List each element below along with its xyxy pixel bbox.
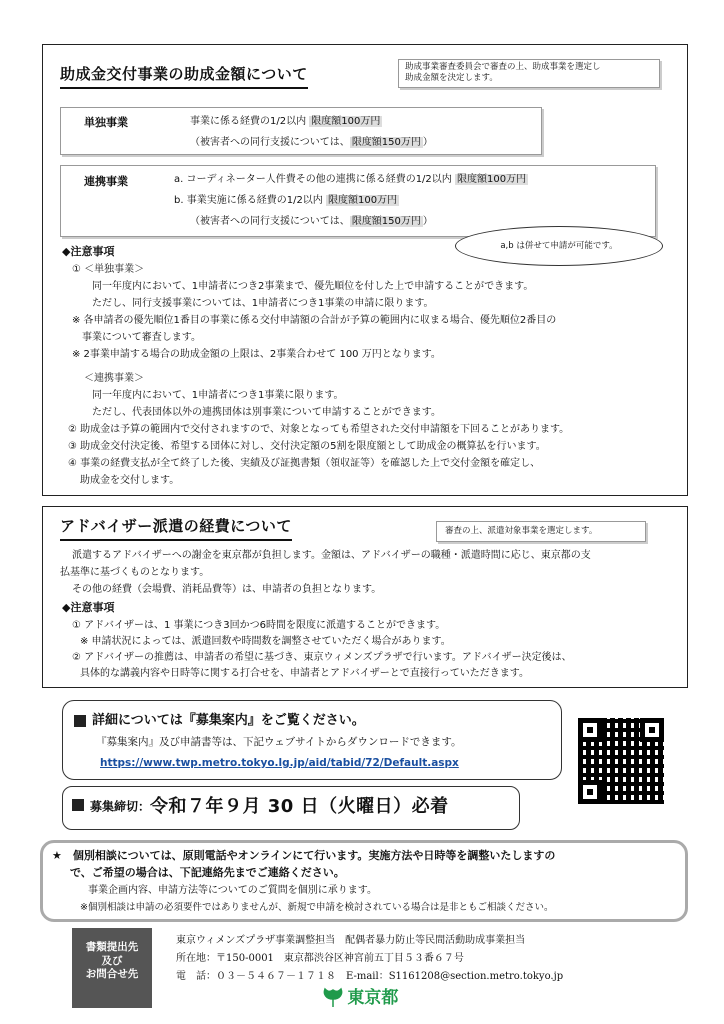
deadline-date: 令和７年９月 30 日（火曜日）必着 [150, 796, 449, 817]
consult-line2: で、ご希望の場合は、下記連絡先までご連絡ください。 [70, 866, 345, 879]
caution-line: 同一年度内において、1申請者につき1事業に限ります。 [92, 390, 344, 401]
contact-label-box: 書類提出先 及び お問合せ先 [72, 928, 152, 1008]
contact-line2: 所在地：〒150-0001 東京都渋谷区神宮前五丁目５３番６７号 [176, 953, 464, 964]
joint-a-limit: 限度額100万円 [456, 174, 527, 185]
caution-line: ① ＜単独事業＞ [72, 264, 145, 275]
caution-line: ③ 助成金交付決定後、希望する団体に対し、交付決定額の5割を限度額として助成金の概算払を行います。 [68, 441, 546, 452]
joint-project-line3: （被害者への同行支援については、 限度額150万円 ） [190, 216, 433, 227]
caution-line: ※ 各申請者の優先順位1番目の事業に係る交付申請額の合計が予算の範囲内に収まる場合、優先順位2番目の [72, 315, 557, 326]
caution-line: ④ 事業の経費支払が全て終了した後、実績及び証拠書類（領収証等）を確認した上で交付金額を確定し、 [68, 458, 541, 469]
consult-line1: ★ 個別相談については、原則電話やオンラインにて行います。実施方法や日時等を調整いたしますの [52, 849, 556, 862]
single-project-label: 単独事業 [84, 116, 128, 129]
qr-code-icon [578, 718, 664, 804]
contact-line1: 東京ウィメンズプラザ事業調整担当 配偶者暴力防止等民間活動助成事業担当 [176, 935, 526, 946]
joint-project-label: 連携事業 [84, 175, 128, 188]
advisor-caution-line: ① アドバイザーは、1 事業につき3回かつ6時間を限度に派遣することができます。 [72, 620, 446, 631]
advisor-body-line: 派遣するアドバイザーへの謝金を東京都が負担します。金額は、アドバイザーの職種・派遣時間に応じ、東京都の支 [72, 550, 591, 561]
consult-line3: 事業企画内容、申請方法等についてのご質問を個別に承ります。 [88, 885, 377, 896]
section1-cautions-title: ◆注意事項 [62, 245, 115, 258]
caution-line: 同一年度内において、1申請者につき2事業まで、優先順位を付した上で申請することができます。 [92, 281, 534, 292]
caution-line: ② 助成金は予算の範囲内で交付されますので、対象となっても希望された交付申請額を下回ることがあります。 [68, 424, 570, 435]
advisor-caution-line: ※ 申請状況によっては、派遣回数や時間数を調整させていただく場合があります。 [80, 636, 451, 647]
details-heading: 詳細については『募集案内』をご覧ください。 [74, 712, 365, 731]
advisor-title: アドバイザー派遣の経費について [60, 516, 292, 541]
ginkgo-leaf-icon [322, 987, 344, 1009]
details-text: 『募集案内』及び申請書等は、下記ウェブサイトからダウンロードできます。 [96, 736, 462, 748]
grant-amount-title: 助成金交付事業の助成金額について [60, 64, 308, 89]
consult-line4: ※個別相談は申請の必須要件ではありませんが、新規で申請を検討されている場合は是非ともご相談ください。 [80, 902, 554, 913]
joint-project-line-a: a. コーディネーター人件費その他の連携に係る経費の1/2以内 限度額100万円 [174, 174, 527, 185]
single-support-limit: 限度額150万円 [351, 137, 421, 148]
caution-line: ただし、同行支援事業については、1申請者につき1事業の申請に限ります。 [92, 298, 434, 309]
advisor-body-line: その他の経費（会場費、消耗品費等）は、申請者の負担となります。 [72, 584, 382, 595]
square-bullet-icon [74, 715, 86, 727]
caution-line: ただし、代表団体以外の連携団体は別事業について申請することができます。 [92, 407, 441, 418]
single-project-line2: （被害者への同行支援については、 限度額150万円 ） [190, 137, 433, 148]
caution-line: ※ 2事業申請する場合の助成金額の上限は、2事業合わせて 100 万円となります。 [72, 349, 441, 360]
single-project-line1: 事業に係る経費の1/2以内 限度額100万円 [190, 116, 381, 127]
details-url-link[interactable]: https://www.twp.metro.tokyo.lg.jp/aid/tabid/72/Default.aspx [100, 757, 459, 769]
square-bullet-icon [72, 799, 84, 811]
single-limit: 限度額100万円 [311, 116, 381, 127]
joint-support-limit: 限度額150万円 [351, 216, 421, 227]
deadline [72, 794, 449, 820]
joint-b-limit: 限度額100万円 [328, 195, 398, 206]
section2-cautions-title: ◆注意事項 [62, 601, 115, 614]
joint-project-line-b: b. 事業実施に係る経費の1/2以内 限度額100万円 [174, 195, 398, 206]
contact-line3: 電 話：０３－５４６７－１７１８ E-mail：S1161208@section.metro.tokyo.jp [176, 971, 564, 982]
caution-line: ＜連携事業＞ [84, 373, 144, 384]
tokyo-logo-text: 東京都 [347, 988, 399, 1008]
grant-amount-note: 助成事業審査委員会で審査の上、助成事業を選定し 助成金額を決定します。 [398, 59, 660, 88]
advisor-note: 審査の上、派遣対象事業を選定します。 [436, 521, 646, 542]
caution-line: 事業について審査します。 [82, 332, 201, 343]
advisor-caution-line: ② アドバイザーの推薦は、申請者の希望に基づき、東京ウィメンズプラザで行います。アドバイザー決定後は、 [72, 652, 572, 663]
advisor-body-line: 払基準に基づくものとなります。 [60, 567, 210, 578]
deadline-label: 募集締切： [90, 799, 151, 814]
tokyo-logo [322, 986, 398, 1011]
caution-line: 助成金を交付します。 [80, 475, 180, 486]
advisor-caution-line: 具体的な講義内容や日時等に関する打合せを、申請者とアドバイザーとで直接行っていただきます。 [80, 668, 529, 679]
combined-application-bubble: a,b は併せて申請が可能です。 [455, 226, 663, 266]
